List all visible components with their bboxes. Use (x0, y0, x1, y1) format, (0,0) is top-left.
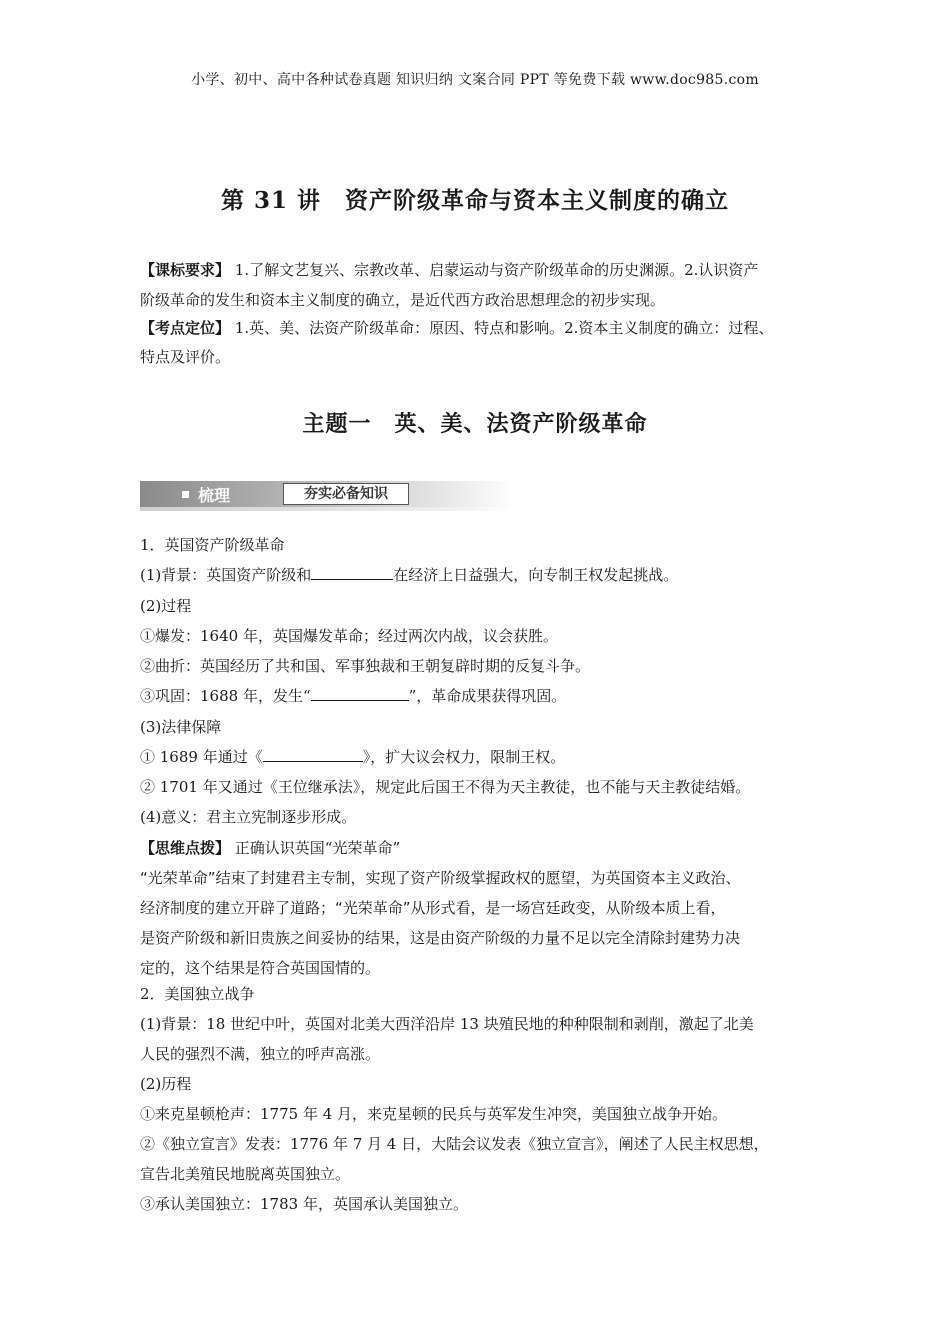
section1-law: (3)法律保障 (140, 718, 222, 736)
section1-consolidate (140, 681, 566, 711)
fill-blank-3[interactable] (263, 745, 363, 762)
section2-background-1: (1)背景：18 世纪中叶，英国对北美大西洋沿岸 13 块殖民地的种种限制和剥削，激起了北美 (140, 1015, 754, 1033)
page-header: 小学、初中、高中各种试卷真题 知识归纳 文案合同 PPT 等免费下载 www.doc985.com (191, 72, 759, 88)
section2-declaration-2: 宣告北美殖民地脱离英国独立。 (140, 1165, 351, 1183)
background-text-b: 在经济上日益强大，向专制王权发起挑战。 (393, 566, 679, 584)
section-banner (140, 481, 516, 511)
lecture-title: 第 31 讲 资产阶级革命与资本主义制度的确立 (220, 187, 730, 214)
thinking-title-line (140, 833, 400, 863)
requirements-label: 【课标要求】 (140, 261, 231, 279)
section2-declaration-1: ②《独立宣言》发表：1776 年 7 月 4 日，大陆会议发表《独立宣言》，阐述了人民主权思想， (140, 1135, 769, 1153)
section1-process: (2)过程 (140, 597, 192, 615)
consolidate-text-b: ”，革命成果获得巩固。 (408, 687, 567, 705)
requirements-line-2: 阶级革命的发生和资本主义制度的确立，是近代西方政治思想理念的初步实现。 (140, 291, 666, 309)
thinking-line-1: “光荣革命”结束了封建君主专制，实现了资产阶级掌握政权的愿望，为英国资本主义政治、 (140, 869, 741, 887)
banner-box: 夯实必备知识 (283, 483, 409, 505)
section1-meaning: (4)意义：君主立宪制逐步形成。 (140, 808, 357, 826)
positioning-line-1 (140, 313, 773, 343)
background-text-a: (1)背景：英国资产阶级和 (140, 566, 312, 584)
positioning-label: 【考点定位】 (140, 319, 231, 337)
law1-text-a: ① 1689 年通过《 (140, 748, 263, 766)
topic-heading: 主题一 英、美、法资产阶级革命 (302, 411, 648, 437)
fill-blank-2[interactable] (311, 684, 409, 701)
banner-strip (140, 507, 516, 511)
thinking-line-2: 经济制度的建立开辟了道路；“光荣革命”从形式看，是一场宫廷政变，从阶级本质上看， (140, 899, 726, 917)
section1-heading: 1．英国资产阶级革命 (140, 536, 285, 554)
requirements-text-1: 1.了解文艺复兴、宗教改革、启蒙运动与资产阶级革命的历史渊源。2.认识资产 (234, 261, 759, 279)
section2-recognition: ③承认美国独立：1783 年，英国承认美国独立。 (140, 1195, 468, 1213)
section2-lexington: ①来克星顿枪声：1775 年 4 月，来克星顿的民兵与英军发生冲突，美国独立战争开始。 (140, 1105, 728, 1123)
section1-law1 (140, 742, 565, 772)
section2-heading: 2．美国独立战争 (140, 985, 255, 1003)
square-bullet-icon (182, 491, 189, 498)
thinking-title: 正确认识英国“光荣革命” (234, 839, 401, 857)
banner-label: 梳理 (198, 486, 231, 505)
section1-twist: ②曲折：英国经历了共和国、军事独裁和王朝复辟时期的反复斗争。 (140, 657, 591, 675)
thinking-line-3: 是资产阶级和新旧贵族之间妥协的结果，这是由资产阶级的力量不足以完全清除封建势力决 (140, 929, 741, 947)
positioning-text-1: 1.英、美、法资产阶级革命：原因、特点和影响。2.资本主义制度的确立：过程、 (234, 319, 774, 337)
requirements-line-1 (140, 255, 758, 285)
section1-outbreak: ①爆发：1640 年，英国爆发革命；经过两次内战，议会获胜。 (140, 627, 558, 645)
consolidate-text-a: ③巩固：1688 年，发生“ (140, 687, 311, 705)
positioning-line-2: 特点及评价。 (140, 348, 231, 366)
fill-blank-1[interactable] (311, 563, 393, 580)
section1-background (140, 560, 678, 590)
section2-course: (2)历程 (140, 1075, 192, 1093)
section2-background-2: 人民的强烈不满，独立的呼声高涨。 (140, 1045, 381, 1063)
thinking-label: 【思维点拨】 (140, 839, 231, 857)
law1-text-b: 》，扩大议会权力，限制王权。 (362, 748, 566, 766)
thinking-line-4: 定的，这个结果是符合英国国情的。 (140, 959, 381, 977)
section1-law2: ② 1701 年又通过《王位继承法》，规定此后国王不得为天主教徒，也不能与天主教徒结婚。 (140, 778, 751, 796)
